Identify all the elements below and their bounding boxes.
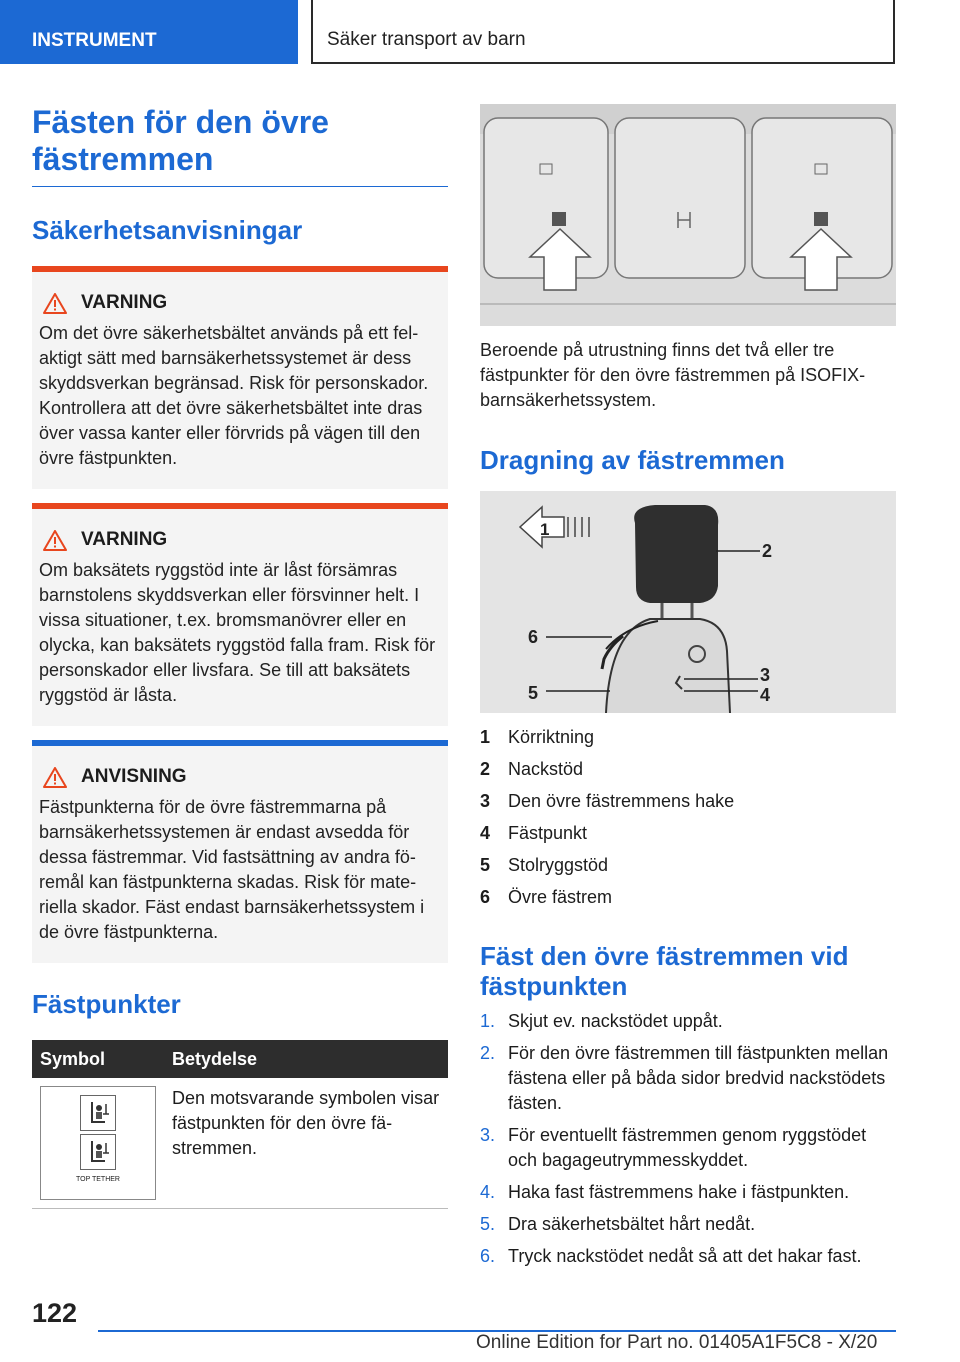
warning-triangle-icon (43, 530, 67, 551)
warning-text: Om det övre säkerhetsbältet används på ett felaktigt sätt med barnsäkerhetssystemet är dess skyddsverkan begränsad. Risk för personskador. Kontrollera att det övre säkerhetsbältet inte dras över vassa kanter eller förvrids på vägen till den övre fästpunkten. (39, 323, 429, 468)
chapter-title: Säker transport av barn (311, 0, 895, 64)
svg-text:1: 1 (540, 520, 550, 539)
intro-text: Beroende på utrustning finns det två eller tre fästpunkter för den övre fästremmen på ISOFIX-barnsäkerhetssystem. (480, 340, 866, 410)
col-symbol-header: Symbol (32, 1040, 164, 1078)
warning-label: VARNING (81, 292, 168, 313)
page-header (0, 0, 960, 66)
list-item: 5. Dra säkerhetsbältet hårt nedåt. (480, 1214, 756, 1234)
notice-text: Fästpunkterna för de övre fästremmarna på barnsäkerhetssystemen är endast avsedda för dessa fästremmar. Vid fastsättning av andra föremål kan fästpunkterna skadas. Risk för materiella skador. Fäst endast barnsäkerhetssystem i de övre fästpunkterna. (39, 797, 425, 942)
svg-text:2: 2 (762, 541, 773, 561)
svg-text:3: 3 (760, 665, 771, 685)
child-seat-anchor-icon (80, 1095, 116, 1131)
warning-box-2 (32, 503, 448, 726)
list-item: 2. För den övre fästremmen till fästpunkten mellan fästena eller på båda sidor bredvid nackstödets fästen. (480, 1043, 889, 1113)
svg-text:6: 6 (528, 627, 539, 647)
warning-triangle-icon (43, 767, 67, 788)
symbol-cell (32, 1078, 164, 1209)
seat-anchor-illustration (480, 104, 896, 326)
list-item: 6 Övre fästrem (480, 887, 613, 907)
list-item: 3. För eventuellt fästremmen genom ryggstödet och bagageutrymmesskyddet. (480, 1125, 867, 1170)
notice-header (39, 766, 440, 788)
warning-header (39, 529, 440, 551)
page-title: Fästen för den övre fästremmen (32, 104, 448, 187)
warning-box-1 (32, 266, 448, 489)
table-header-row (32, 1040, 448, 1078)
list-item: 5 Stolryggstöd (480, 855, 609, 875)
list-item: 4 Fästpunkt (480, 823, 588, 843)
headrest-diagram (480, 491, 896, 713)
notice-label: ANVISNING (81, 766, 187, 787)
safety-heading: Säkerhetsanvisningar (32, 215, 303, 245)
list-item: 1 Körriktning (480, 727, 595, 747)
warning-text: Om baksätets ryggstöd inte är låst försämras barnstolens skyddsverkan eller försvinner helt. I vissa situationer, t.ex. bromsmanövrer eller en olycka, kan baksätets ryggstöd falla fram. Risk för personskador eller livsfara. Se till att baksätets ryggstöd är låsta. (39, 560, 436, 705)
list-item: 2 Nackstöd (480, 759, 584, 779)
left-column (32, 104, 448, 1209)
legend-list (480, 721, 896, 913)
list-item: 1. Skjut ev. nackstödet uppåt. (480, 1011, 723, 1031)
section-tab[interactable]: INSTRUMENT (0, 0, 298, 64)
warning-header (39, 292, 440, 314)
warning-triangle-icon (43, 293, 67, 314)
table-row (32, 1078, 448, 1209)
list-item: 4. Haka fast fästremmens hake i fästpunkten. (480, 1182, 850, 1202)
notice-box (32, 740, 448, 963)
col-meaning-header: Betydelse (164, 1040, 448, 1078)
attach-heading: Fäst den övre fästremmen vid fästpunkten (480, 941, 849, 1001)
steps-list (480, 1009, 896, 1269)
warning-label: VARNING (81, 529, 168, 550)
child-seat-anchor-icon (80, 1134, 116, 1170)
list-item: 3 Den övre fästremmens hake (480, 791, 735, 811)
symbol-table (32, 1040, 448, 1209)
routing-heading: Dragning av fästremmen (480, 445, 785, 475)
icon-caption: TOP TETHER (76, 1175, 120, 1183)
meaning-cell: Den motsvarande symbolen visar fästpunkten för den övre fästremmen. (164, 1078, 448, 1209)
edition-footer: Online Edition for Part no. 01405A1F5C8 - X/20 (476, 1332, 878, 1353)
svg-text:4: 4 (760, 685, 771, 705)
list-item: 6. Tryck nackstödet nedåt så att det hakar fast. (480, 1246, 862, 1266)
anchor-heading: Fästpunkter (32, 989, 181, 1019)
top-tether-symbol (40, 1086, 156, 1200)
right-column (480, 104, 896, 1276)
svg-text:5: 5 (528, 683, 539, 703)
page-number: 122 (32, 1298, 78, 1328)
